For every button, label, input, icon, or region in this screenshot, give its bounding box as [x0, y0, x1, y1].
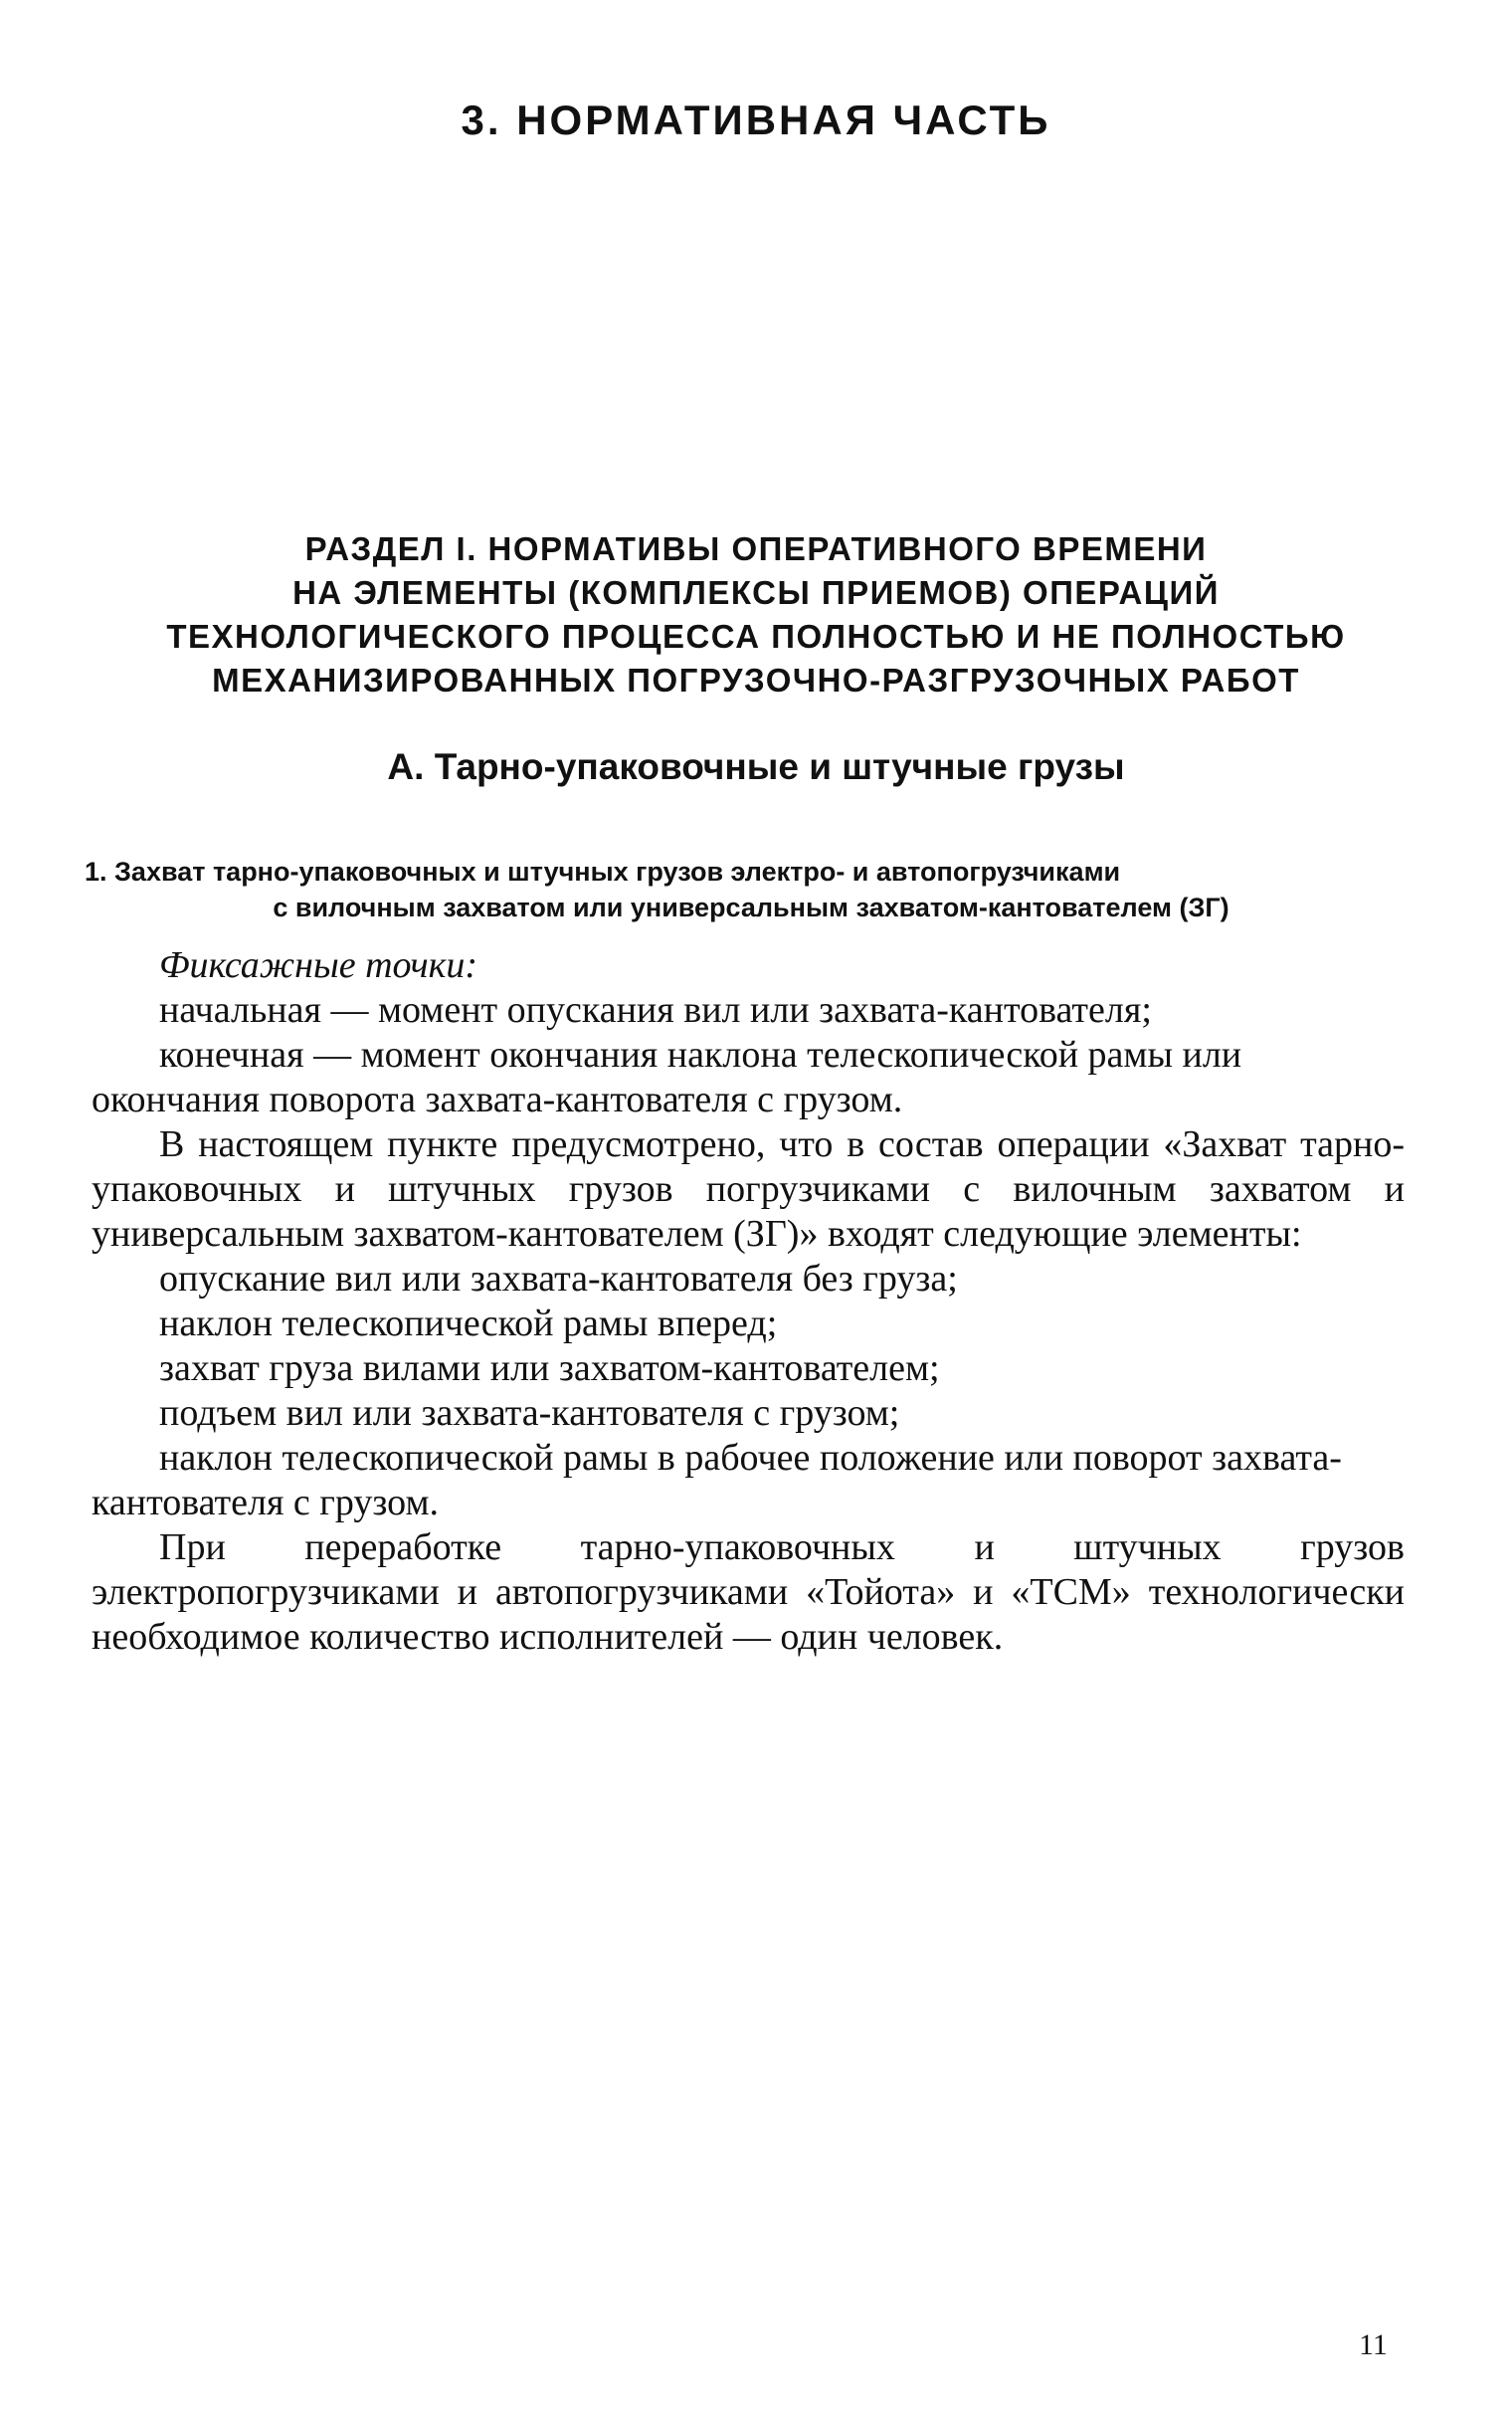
- item-heading-line: 1. Захват тарно-упаковочных и штучных грузов электро- и автопогрузчиками: [85, 857, 1121, 887]
- subsection-title: А. Тарно-упаковочные и штучные грузы: [387, 746, 1125, 787]
- section-heading-line: НА ЭЛЕМЕНТЫ (КОМПЛЕКСЫ ПРИЕМОВ) ОПЕРАЦИЙ: [292, 574, 1220, 611]
- section-heading-line: ТЕХНОЛОГИЧЕСКОГО ПРОЦЕССА ПОЛНОСТЬЮ И НЕ ПОЛНОСТЬЮ: [166, 618, 1346, 655]
- element-item: опускание вил или захвата-кантователя без груза;: [159, 1258, 958, 1300]
- item-heading-line: с вилочным захватом или универсальным захватом-кантователем (ЗГ): [273, 893, 1229, 922]
- body-text: [92, 943, 1405, 1660]
- item-heading: [85, 854, 1418, 925]
- element-item: наклон телескопической рамы в рабочее положение или поворот захвата-кантователя с грузом.: [92, 1437, 1342, 1523]
- fix-point-end: конечная — момент окончания наклона телескопической рамы или окончания поворота захвата-кантователя с грузом.: [92, 1034, 1242, 1120]
- section-heading-line: РАЗДЕЛ I. НОРМАТИВЫ ОПЕРАТИВНОГО ВРЕМЕНИ: [304, 530, 1208, 567]
- fix-point-start: начальная — момент опускания вил или захвата-кантователя;: [159, 989, 1152, 1031]
- section-heading: [99, 527, 1413, 703]
- section-heading-line: МЕХАНИЗИРОВАННЫХ ПОГРУЗОЧНО-РАЗГРУЗОЧНЫХ РАБОТ: [212, 662, 1300, 699]
- intro-paragraph: В настоящем пункте предусмотрено, что в состав операции «Захват тарно-упаковочных и штучных грузов погрузчиками с вилочным захватом и универсальным захватом-кантователем (ЗГ)» входят следующие элементы:: [92, 1123, 1405, 1255]
- page-number: 11: [1359, 2328, 1388, 2361]
- element-item: захват груза вилами или захватом-кантователем;: [159, 1347, 940, 1389]
- closing-paragraph: При переработке тарно-упаковочных и штучных грузов электропогрузчиками и автопогрузчиками «Тойота» и «ТСМ» технологически необходимое количество исполнителей — один человек.: [92, 1526, 1405, 1658]
- element-item: наклон телескопической рамы вперед;: [159, 1303, 778, 1344]
- fix-points-label: Фиксажные точки:: [159, 944, 478, 986]
- page-title: 3. НОРМАТИВНАЯ ЧАСТЬ: [461, 97, 1051, 143]
- element-item: подъем вил или захвата-кантователя с грузом;: [159, 1392, 900, 1434]
